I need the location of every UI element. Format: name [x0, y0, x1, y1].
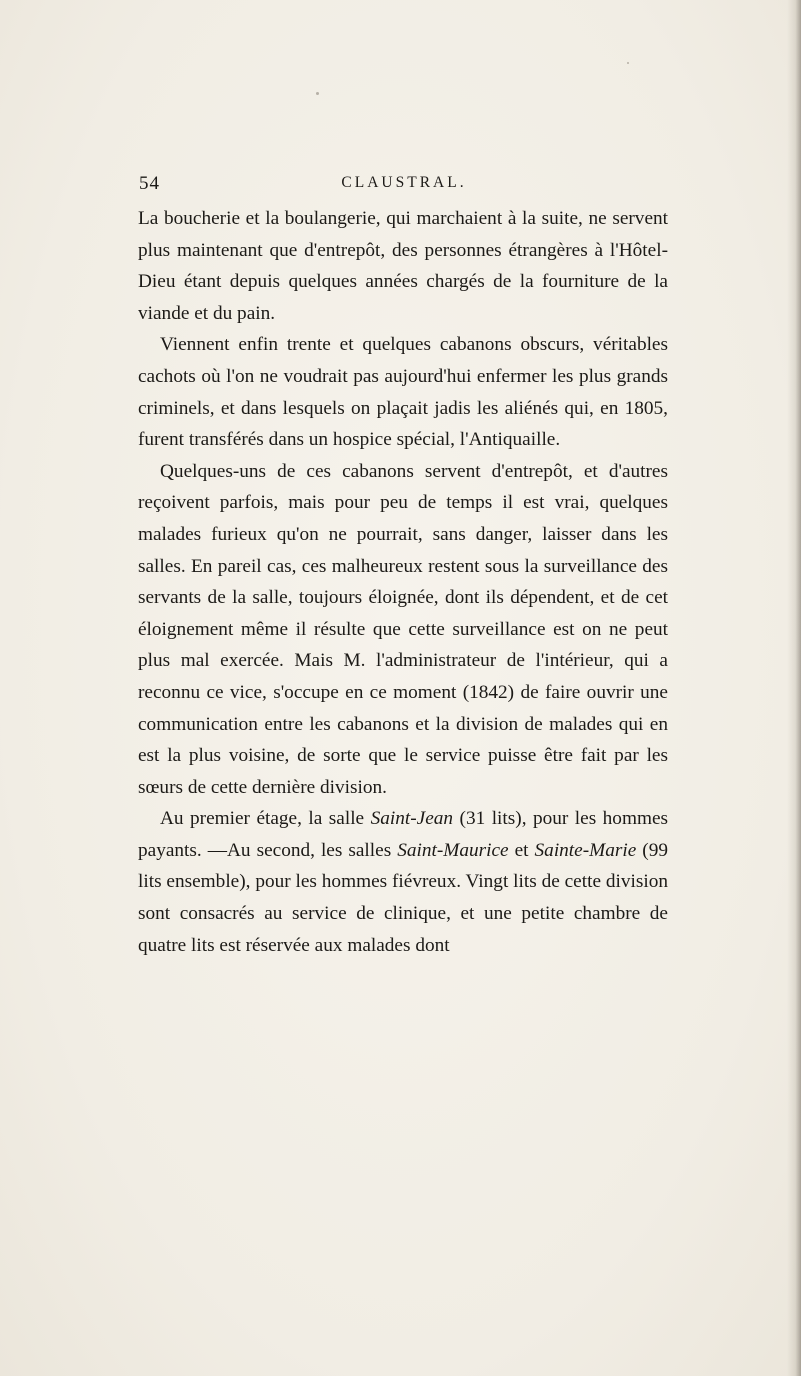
paper-speck: [316, 92, 319, 95]
text-run: Au premier étage, la salle: [160, 808, 371, 830]
paper-speck: [627, 62, 629, 64]
body-text: [138, 203, 668, 961]
ward-name-saint-jean: Saint-Jean: [370, 808, 454, 830]
paragraph: La boucherie et la boulangerie, qui marchaient à la suite, ne servent plus maintenant que d'entrepôt, des personnes étrangères à l'Hôtel-Dieu étant depuis quelques années chargés de la fourniture de la viande et du pain.: [138, 208, 668, 324]
text-run: (99 lits ensemble), pour les hommes fiévreux. Vingt lits de cette division sont consacrés au service de clinique, et une petite chambre de quatre lits est réservée aux malades dont: [138, 839, 668, 956]
ward-name-sainte-marie: Sainte-Marie: [534, 839, 637, 861]
text-run: et: [508, 839, 535, 861]
page-number: 54: [139, 173, 160, 194]
ward-name-saint-maurice: Saint-Maurice: [397, 839, 509, 861]
page-edge-shadow: [787, 0, 801, 1376]
page-header: [139, 173, 669, 199]
text-run: (31 lits), pour les hommes payants. —Au second, les salles: [138, 808, 669, 861]
running-head: CLAUSTRAL.: [341, 174, 467, 191]
paragraph: [138, 803, 668, 961]
paragraph: Quelques-uns de ces cabanons servent d'entrepôt, et d'autres reçoivent parfois, mais pour peu de temps il est vrai, quelques malades furieux qu'on ne pourrait, sans danger, laisser dans les salles. En pareil cas, ces malheureux restent sous la surveillance des servants de la salle, toujours éloignée, dont ils dépendent, et de cet éloignement même il résulte que cette surveillance est on ne peut plus mal exercée. Mais M. l'administrateur de l'intérieur, qui a reconnu ce vice, s'occupe en ce moment (1842) de faire ouvrir une communication entre les cabanons et la division de malades qui en est la plus voisine, de sorte que le service puisse être fait par les sœurs de cette dernière division.: [138, 460, 668, 798]
paragraph: Viennent enfin trente et quelques cabanons obscurs, véritables cachots où l'on ne voudrait pas aujourd'hui enfermer les plus grands criminels, et dans lesquels on plaçait jadis les aliénés qui, en 1805, furent transférés dans un hospice spécial, l'Antiquaille.: [138, 334, 668, 451]
